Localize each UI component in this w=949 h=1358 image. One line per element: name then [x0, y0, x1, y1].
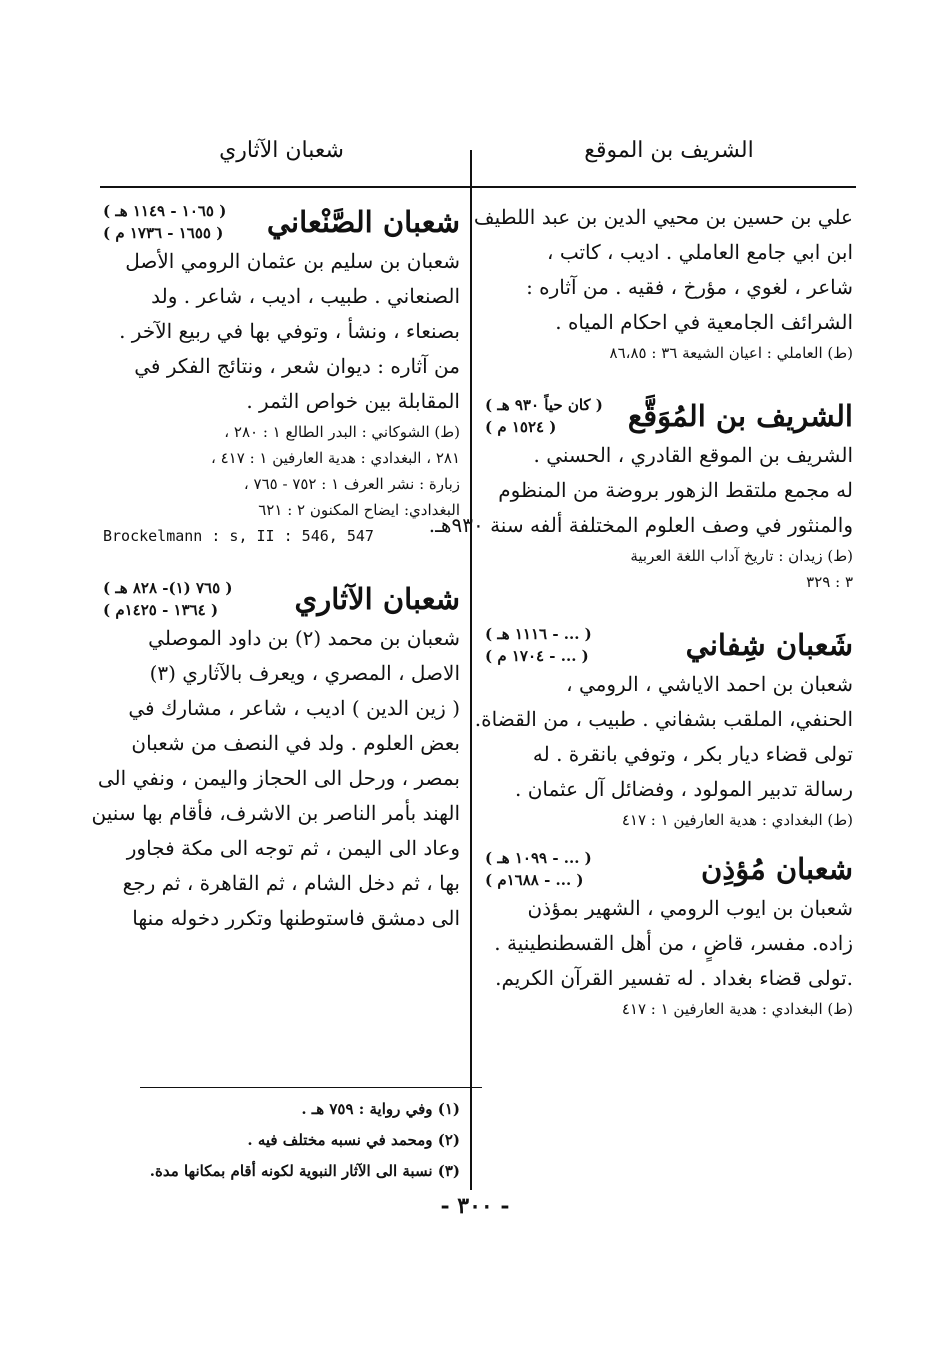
body-line: ابن ابي جامع العاملي . اديب ، كاتب ، — [547, 240, 853, 264]
body-line: شاعر ، لغوي ، مؤرخ ، فقيه . من آثاره : — [526, 275, 853, 299]
entry-shaban-al-sanani — [103, 200, 460, 549]
entry-heading: شعبان مُؤذِن — [701, 852, 853, 886]
right-column — [428, 200, 853, 1022]
body-line: شعبان بن ايوب الرومي ، الشهير بمؤذن — [527, 896, 853, 920]
body-line: الصنعاني . طبيب ، اديب ، شاعر . ولد — [151, 284, 460, 308]
hijri-date: ( كان حياً ٩٣٠ هـ ) — [485, 396, 603, 414]
entry-heading: شعبان الآثاري — [294, 582, 460, 616]
body-line: الشرائف الجامعية في احكام المياه . — [555, 310, 853, 334]
column-divider — [470, 150, 472, 1190]
entry-heading: شعبان الصَّنْعاني — [266, 205, 460, 239]
running-header-left: شعبان الآثاري — [219, 138, 344, 163]
footnote: (٢) ومحمد في نسبه مختلف فيه . — [247, 1131, 460, 1149]
body-line: الى دمشق فاستوطنها وتكرر دخوله منها — [132, 906, 460, 930]
body-line: بمصر ، ورحل الى الحجاز واليمن ، ونفي الى — [97, 766, 460, 790]
entry-sharif-ibn-al-muwaqqa — [428, 394, 853, 595]
body-line: ( زين الدين ) اديب ، شاعر ، مشارك في — [128, 696, 460, 720]
reference-line: (ط) زيدان : تاريخ آداب اللغة العربية — [630, 547, 853, 565]
body-line: .تولى قضاء بغداد . له تفسير القرآن الكريم. — [495, 966, 853, 990]
entry-dates — [485, 623, 592, 667]
body-line: الاصل ، المصري ، ويعرف بالآثاري (٣) — [149, 661, 460, 685]
hijri-date: ( ... - ١١١٦ هـ ) — [485, 625, 592, 643]
body-line: والمنثور في وصف العلوم المختلفة ألفه سنة ٩٣٠هـ. — [428, 513, 853, 537]
reference-line: البغدادي: ايضاح المكنون ٢ : ٦٢١ — [258, 501, 460, 519]
left-column — [91, 200, 460, 936]
body-line: الشريف بن الموقع القادري ، الحسني . — [533, 443, 853, 467]
body-line: رسالة تدبير المولود ، وفضائل آل عثمان . — [515, 777, 853, 801]
latin-reference: Brockelmann : s, II : 546, 547 — [103, 527, 374, 545]
entry-heading: شَعبان شِفاني — [685, 628, 853, 662]
body-line: المقابلة بين خواص الثمر . — [246, 389, 460, 413]
reference-line: ٣ : ٣٢٩ — [806, 573, 853, 591]
reference-line: (ط) البغدادي : هدية العارفين ١ : ٤١٧ — [621, 1000, 853, 1018]
entry-dates — [103, 200, 226, 244]
header-rule — [100, 186, 856, 188]
body-line: زاده. مفسر، قاضٍ ، من أهل القسطنطينية . — [494, 931, 853, 955]
footnotes — [103, 1094, 460, 1187]
footnote-rule — [140, 1087, 482, 1088]
body-line: بعض العلوم . ولد في النصف من شعبان — [131, 731, 460, 755]
entry-shaban-shifani — [474, 623, 853, 833]
body-line: شعبان بن احمد الاياشي ، الرومي ، — [566, 672, 853, 696]
body-line: بها ، ثم دخل الشام ، ثم القاهرة ، ثم رجع — [122, 871, 460, 895]
reference-line: ٢٨١ ، البغدادي : هدية العارفين ١ : ٤١٧ ، — [211, 449, 460, 467]
gregorian-date: ( ... - ١٧٠٤ م ) — [485, 647, 589, 665]
reference-line: (ط) الشوكاني : البدر الطالع ١ : ٢٨٠ ، — [224, 423, 460, 441]
hijri-date: ( ١٠٦٥ - ١١٤٩ هـ ) — [103, 202, 227, 220]
body-line: الحنفي، الملقب بشفاني . طبيب ، من القضاة. — [474, 707, 853, 731]
entry-shaban-al-athari — [91, 577, 460, 936]
entry-dates — [103, 577, 232, 621]
body-line: الهند بأمر الناصر بن الاشرف، فأقام بها سنين — [91, 801, 460, 825]
page-number: - ٣٠٠ - — [440, 1193, 510, 1219]
body-line: بصنعاء ، ونشأ ، وتوفي بها في ربيع الآخر . — [119, 319, 460, 343]
body-line: من آثاره : ديوان شعر ، ونتائج الفكر في — [134, 354, 460, 378]
hijri-date: ( ٧٦٥ (١)- ٨٢٨ هـ ) — [103, 579, 233, 597]
gregorian-date: ( ١٥٢٤ م ) — [485, 418, 557, 436]
reference-line: زبارة : نشر العرف ١ : ٧٥٢ - ٧٦٥ ، — [243, 475, 460, 493]
reference-line: (ط) العاملي : اعيان الشيعة ٣٦ : ٨٦،٨٥ — [609, 344, 853, 362]
footnote: (١) وفي رواية : ٧٥٩ هـ . — [301, 1100, 460, 1118]
intro-continuation — [473, 200, 853, 366]
body-line: وعاد الى اليمن ، ثم توجه الى مكة فجاور — [126, 836, 460, 860]
entry-heading: الشريف بن المُوَقَّع — [627, 399, 853, 433]
hijri-date: ( ... - ١٠٩٩ هـ ) — [485, 849, 592, 867]
body-line: شعبان بن محمد (٢) بن داود الموصلي — [148, 626, 460, 650]
body-line: شعبان بن سليم بن عثمان الرومي الأصل — [125, 249, 460, 273]
entry-shaban-muadhdhin — [485, 847, 853, 1022]
body-line: له مجمع ملتقط الزهور بروضة من المنظوم — [498, 478, 853, 502]
running-header-right: الشريف بن الموقع — [584, 138, 754, 163]
entry-dates — [485, 847, 592, 891]
gregorian-date: ( ... - ١٦٨٨م ) — [485, 871, 584, 889]
reference-line: (ط) البغدادي : هدية العارفين ١ : ٤١٧ — [621, 811, 853, 829]
footnote: (٣) نسبة الى الآثار النبوية لكونه أقام بمكانها مدة. — [149, 1162, 460, 1180]
gregorian-date: ( ١٣٦٤ - ١٤٢٥م ) — [103, 601, 219, 619]
body-line: تولى قضاء ديار بكر ، وتوفي بانقرة . له — [532, 742, 853, 766]
body-line: علي بن حسين بن محيي الدين بن عبد اللطيف — [473, 205, 853, 229]
gregorian-date: ( ١٦٥٥ - ١٧٣٦ م ) — [103, 224, 224, 242]
entry-dates — [485, 394, 603, 438]
